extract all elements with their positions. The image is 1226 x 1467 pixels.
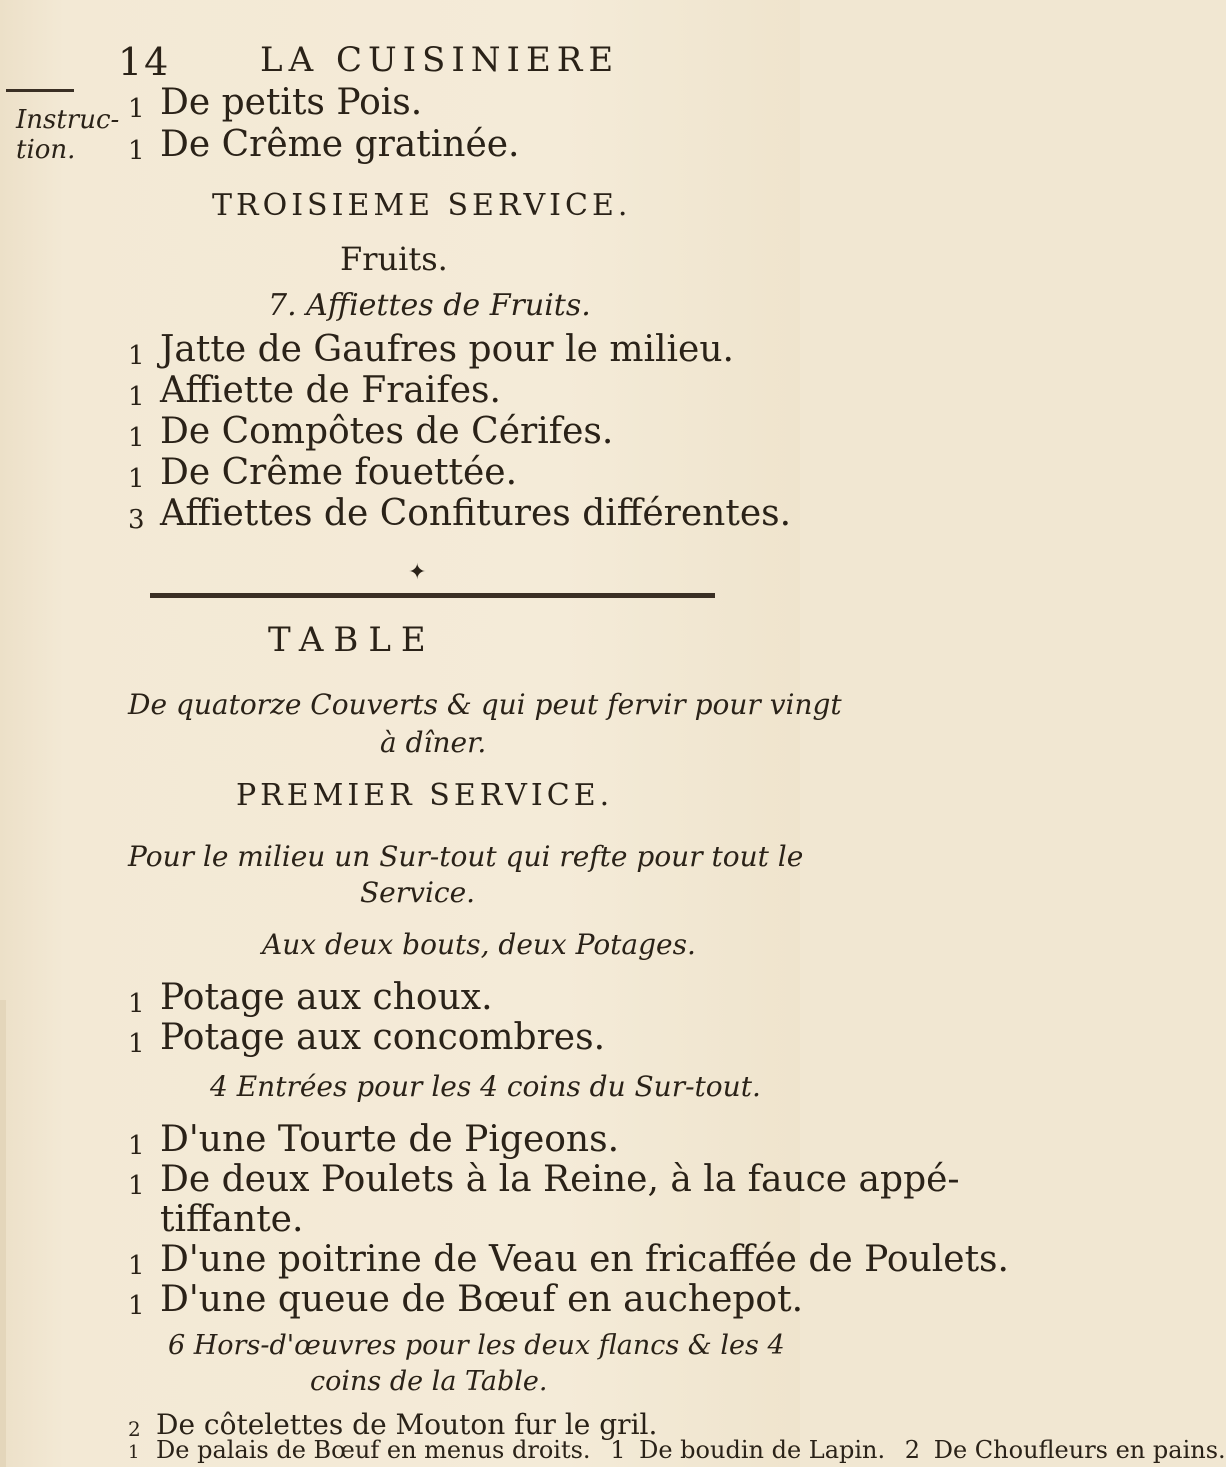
list-item (128, 1120, 619, 1160)
item-qty: 1 (128, 1251, 145, 1281)
running-header (118, 40, 620, 84)
item-qty: 2 (128, 1417, 141, 1441)
item-text: De boudin de Lapin. (639, 1436, 886, 1464)
page-edge (0, 1000, 6, 1467)
dishes-heading: 7. Affiettes de Fruits. (268, 288, 591, 323)
item-text: Jatte de Gaufres pour le milieu. (160, 329, 734, 370)
item-text: De Choufleurs en pains. (933, 1436, 1226, 1464)
entrees-heading: 4 Entrées pour les 4 coins du Sur-tout. (210, 1070, 761, 1103)
item-qty: 1 (128, 94, 145, 124)
item-text: D'une poitrine de Veau en fricaffée de Poulets. (160, 1239, 1009, 1280)
list-item (128, 494, 791, 534)
item-qty: 1 (128, 1131, 145, 1161)
list-item (128, 1436, 1226, 1464)
item-text: tiffante. (160, 1199, 304, 1240)
item-qty: 2 (904, 1436, 921, 1464)
item-text: Affiette de Fraifes. (160, 370, 501, 411)
page-number: 14 (118, 40, 171, 84)
item-qty: 1 (610, 1436, 626, 1464)
ornament-icon: ✦ (408, 560, 427, 585)
list-item (128, 412, 613, 452)
list-item (128, 330, 734, 370)
margin-rule (6, 89, 74, 92)
item-text: D'une Tourte de Pigeons. (160, 1119, 620, 1160)
item-text: De Compôtes de Cérifes. (160, 411, 614, 452)
list-item-cont (160, 1200, 303, 1240)
table-subtitle: De quatorze Couverts & qui peut fervir pour vingt (128, 688, 842, 721)
table-subtitle-cont: à dîner. (380, 726, 487, 759)
list-item (128, 371, 501, 411)
item-qty: 1 (128, 464, 145, 494)
list-item (128, 453, 517, 493)
intro-text: Pour le milieu un Sur-tout qui refte pour tout le (128, 840, 804, 873)
service-heading: PREMIER SERVICE. (236, 778, 614, 813)
hors-heading: 6 Hors-d'œuvres pour les deux flancs & les 4 (168, 1330, 785, 1361)
list-item (128, 125, 520, 165)
potages-heading: Aux deux bouts, deux Potages. (262, 928, 696, 961)
section-heading: TROISIEME SERVICE. (212, 188, 632, 223)
item-text: D'une queue de Bœuf en auchepot. (160, 1279, 804, 1320)
section-subheading: Fruits. (340, 240, 448, 278)
item-qty: 1 (128, 382, 145, 412)
item-text: De Crême fouettée. (160, 452, 518, 493)
section-divider (150, 593, 715, 598)
intro-text-cont: Service. (360, 876, 476, 909)
item-qty: 1 (128, 1029, 145, 1059)
item-text: De deux Poulets à la Reine, à la fauce appé- (160, 1159, 960, 1200)
item-qty: 1 (128, 1171, 145, 1201)
item-text: De côtelettes de Mouton fur le gril. (156, 1408, 658, 1441)
item-qty: 3 (128, 505, 145, 535)
list-item (128, 1018, 605, 1058)
hors-heading-cont: coins de la Table. (310, 1366, 548, 1397)
page-title: LA CUISINIERE (260, 40, 620, 80)
list-item (128, 1240, 1009, 1280)
item-text: De palais de Bœuf en menus droits. (156, 1436, 591, 1464)
item-qty: 1 (128, 423, 145, 453)
list-item (128, 978, 493, 1018)
list-item (128, 1280, 803, 1320)
item-qty: 1 (128, 1442, 140, 1463)
list-item (128, 1160, 960, 1200)
table-heading: TABLE (268, 620, 436, 660)
item-qty: 1 (128, 1291, 145, 1321)
item-qty: 1 (128, 136, 145, 166)
list-item (128, 83, 422, 123)
item-text: De Crême gratinée. (160, 124, 520, 165)
item-text: Affiettes de Confitures différentes. (160, 493, 792, 534)
item-qty: 1 (128, 341, 145, 371)
item-text: Potage aux choux. (160, 977, 493, 1018)
item-text: Potage aux concombres. (160, 1017, 606, 1058)
item-qty: 1 (128, 989, 145, 1019)
item-text: De petits Pois. (160, 82, 423, 123)
margin-note: Instruc-tion. (16, 105, 120, 165)
